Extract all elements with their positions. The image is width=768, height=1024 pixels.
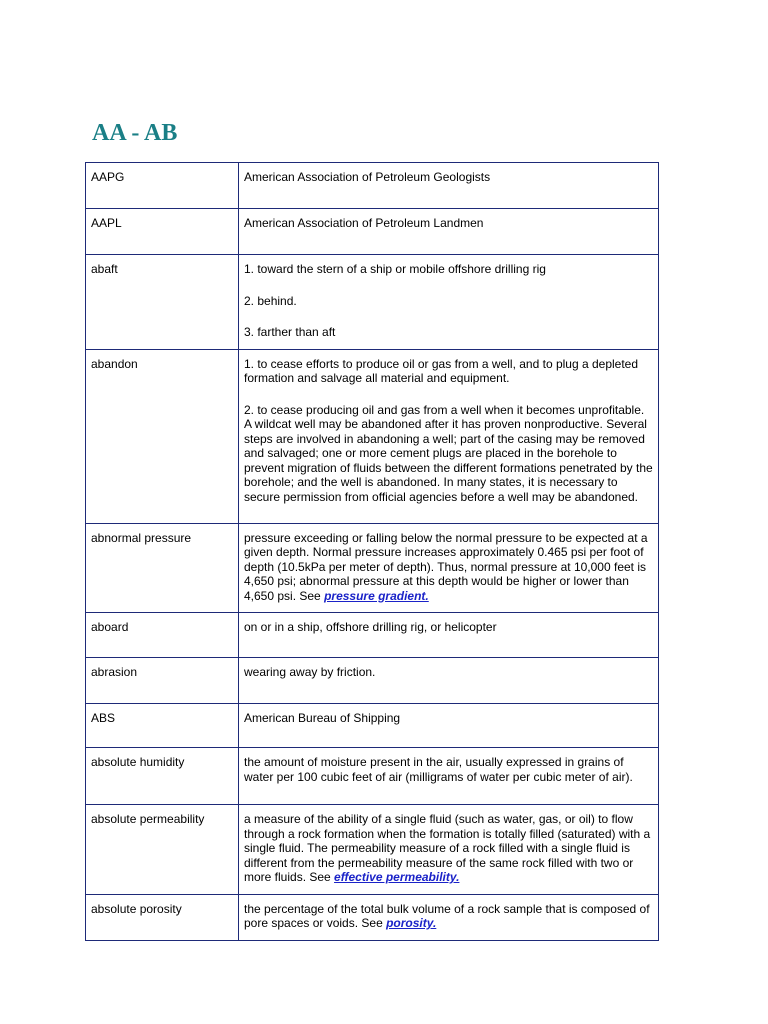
definition-cell xyxy=(239,894,659,940)
definition-text: 3. farther than aft xyxy=(244,325,336,339)
definition-text: wearing away by friction. xyxy=(244,665,376,679)
definition-paragraph xyxy=(244,170,653,185)
definition-paragraph xyxy=(244,620,653,635)
definition-text: American Association of Petroleum Landmen xyxy=(244,216,484,230)
term-cell: abandon xyxy=(86,349,239,523)
table-row xyxy=(86,658,659,704)
table-row xyxy=(86,255,659,350)
definition-paragraph xyxy=(244,325,653,340)
definition-text: 1. to cease efforts to produce oil or gas from a well, and to plug a depleted formation and salvage all material and equipment. xyxy=(244,356,639,385)
definition-cell xyxy=(239,209,659,255)
heading-range-start: AA xyxy=(92,120,126,146)
definition-cell xyxy=(239,748,659,805)
cross-reference-link[interactable]: effective permeability. xyxy=(334,870,460,884)
definition-paragraph xyxy=(244,531,653,604)
definition-cell xyxy=(239,704,659,748)
definition-text: 2. to cease producing oil and gas from a well when it becomes unprofitable. A wildcat well may be abandoned after it has proven nonproductive. Several steps are involved in abandoning a well; part of the casing may be removed and salvaged; one or more cement plugs are placed in the borehole to prevent migration of fluids between the different formations penetrated by the borehole; and the well is abandoned. In many states, it is necessary to secure permission from official agencies before a well may be abandoned. xyxy=(244,402,653,504)
heading-separator: - xyxy=(131,120,140,146)
table-row xyxy=(86,163,659,209)
term-cell: absolute porosity xyxy=(86,894,239,940)
definition-cell xyxy=(239,163,659,209)
table-row xyxy=(86,704,659,748)
definition-cell xyxy=(239,349,659,523)
table-row xyxy=(86,805,659,895)
term-cell: AAPG xyxy=(86,163,239,209)
definition-cell xyxy=(239,658,659,704)
cross-reference-link[interactable]: pressure gradient. xyxy=(324,588,429,603)
term-cell: aboard xyxy=(86,613,239,658)
definition-paragraph xyxy=(244,262,653,277)
definition-text: the percentage of the total bulk volume of a rock sample that is composed of pore spaces or voids. See xyxy=(244,901,650,930)
glossary-table-body xyxy=(86,163,659,941)
definition-text: American Association of Petroleum Geologists xyxy=(244,170,491,184)
term-cell: abnormal pressure xyxy=(86,523,239,613)
definition-paragraph xyxy=(244,711,653,726)
table-row xyxy=(86,349,659,523)
table-row xyxy=(86,894,659,940)
definition-cell xyxy=(239,255,659,350)
definition-cell xyxy=(239,523,659,613)
glossary-table xyxy=(85,162,659,941)
table-row xyxy=(86,748,659,805)
definition-text: 1. toward the stern of a ship or mobile offshore drilling rig xyxy=(244,262,546,276)
table-row xyxy=(86,613,659,658)
definition-paragraph xyxy=(244,755,653,784)
term-cell: absolute humidity xyxy=(86,748,239,805)
definition-paragraph xyxy=(244,665,653,680)
definition-paragraph xyxy=(244,812,653,885)
definition-cell xyxy=(239,613,659,658)
term-cell: absolute permeability xyxy=(86,805,239,895)
term-cell: abaft xyxy=(86,255,239,350)
table-row xyxy=(86,523,659,613)
definition-paragraph xyxy=(244,294,653,309)
heading-range-end: AB xyxy=(144,120,178,146)
term-cell: AAPL xyxy=(86,209,239,255)
definition-paragraph xyxy=(244,902,653,931)
definition-paragraph xyxy=(244,216,653,231)
definition-paragraph xyxy=(244,357,653,386)
term-cell: ABS xyxy=(86,704,239,748)
definition-text: American Bureau of Shipping xyxy=(244,711,401,725)
definition-text: on or in a ship, offshore drilling rig, or helicopter xyxy=(244,620,497,634)
page-heading xyxy=(92,118,177,148)
definition-text: pressure exceeding or falling below the normal pressure to be expected at a given depth. Normal pressure increases approximately 0.465 psi per foot of depth (10.5kPa per meter of depth). Thus, normal pressure at 10,000 feet is 4,650 psi; abnormal pressure at this depth would be higher or lower than 4,650 psi. See xyxy=(244,530,648,603)
term-cell: abrasion xyxy=(86,658,239,704)
definition-text: the amount of moisture present in the air, usually expressed in grains of water per 100 cubic feet of air (milligrams of water per cubic meter of air). xyxy=(244,755,633,784)
table-row xyxy=(86,209,659,255)
definition-text: 2. behind. xyxy=(244,293,297,308)
definition-text: a measure of the ability of a single fluid (such as water, gas, or oil) to flow through a rock formation when the formation is totally filled (saturated) with a single fluid. The permeability measure of a rock filled with a single fluid is different from the permeability measure of the same rock filled with two or more fluids. See xyxy=(244,812,651,884)
definition-cell xyxy=(239,805,659,895)
cross-reference-link[interactable]: porosity. xyxy=(386,916,437,930)
definition-paragraph xyxy=(244,403,653,505)
